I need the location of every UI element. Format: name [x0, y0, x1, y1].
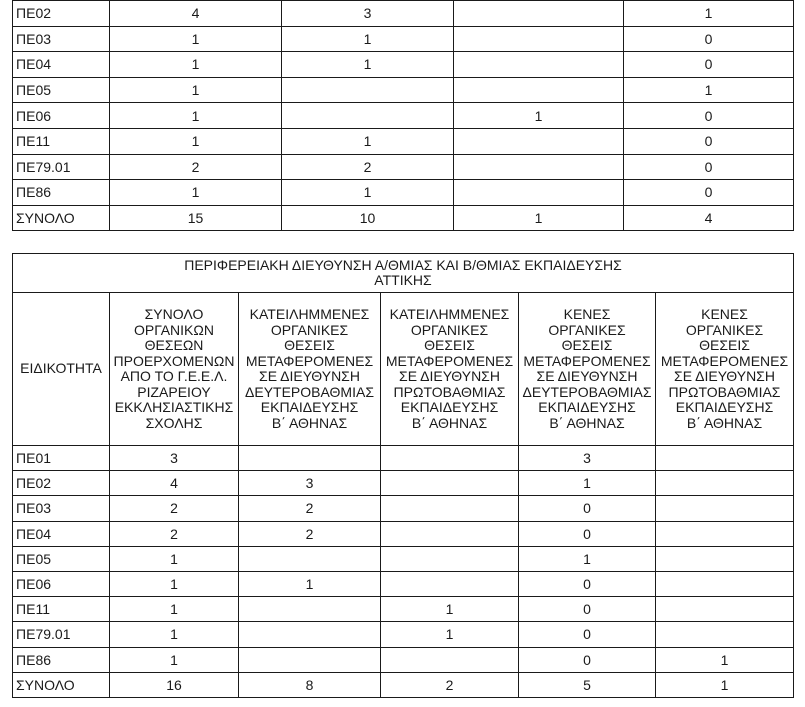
total-row — [13, 672, 794, 697]
value-cell — [381, 647, 519, 672]
header-row — [13, 293, 794, 446]
value-cell — [454, 52, 624, 78]
value-cell: 1 — [454, 103, 624, 129]
table-row — [13, 647, 794, 672]
value-cell: 1 — [110, 128, 282, 154]
column-header-specialty: ΕΙΔΙΚΟΤΗΤΑ — [13, 293, 110, 446]
value-cell — [381, 546, 519, 571]
value-cell: 8 — [239, 672, 381, 697]
value-cell — [282, 77, 454, 103]
value-cell: 0 — [519, 597, 656, 622]
value-cell: 2 — [282, 154, 454, 180]
value-cell — [239, 622, 381, 647]
table-row — [13, 26, 794, 52]
value-cell: 1 — [454, 205, 624, 231]
table-row — [13, 521, 794, 546]
value-cell: 1 — [656, 672, 794, 697]
value-cell: 1 — [110, 546, 239, 571]
value-cell: 3 — [239, 471, 381, 496]
table-row — [13, 597, 794, 622]
value-cell: 0 — [519, 622, 656, 647]
value-cell: 0 — [519, 496, 656, 521]
value-cell — [656, 546, 794, 571]
value-cell: 5 — [519, 672, 656, 697]
table-2 — [12, 253, 794, 698]
value-cell — [381, 471, 519, 496]
value-cell: 1 — [110, 622, 239, 647]
value-cell: 1 — [624, 77, 794, 103]
value-cell: 15 — [110, 205, 282, 231]
specialty-cell: ΠΕ04 — [13, 52, 110, 78]
value-cell: 1 — [282, 180, 454, 206]
value-cell — [656, 446, 794, 471]
value-cell: 1 — [110, 647, 239, 672]
value-cell: 1 — [110, 103, 282, 129]
table-row — [13, 546, 794, 571]
value-cell: 2 — [110, 521, 239, 546]
value-cell: 1 — [110, 180, 282, 206]
specialty-cell: ΠΕ05 — [13, 546, 110, 571]
specialty-cell: ΠΕ03 — [13, 496, 110, 521]
value-cell — [381, 496, 519, 521]
value-cell — [454, 180, 624, 206]
value-cell — [454, 1, 624, 27]
value-cell: 16 — [110, 672, 239, 697]
table-row — [13, 571, 794, 596]
value-cell: 1 — [381, 597, 519, 622]
table-1 — [12, 0, 794, 231]
table-row — [13, 1, 794, 27]
value-cell: 0 — [624, 26, 794, 52]
value-cell: 2 — [110, 154, 282, 180]
value-cell — [656, 571, 794, 596]
value-cell: 0 — [519, 521, 656, 546]
value-cell: 4 — [624, 205, 794, 231]
table-row — [13, 52, 794, 78]
value-cell — [454, 26, 624, 52]
value-cell: 1 — [282, 26, 454, 52]
value-cell: 1 — [110, 77, 282, 103]
value-cell: 0 — [624, 128, 794, 154]
value-cell: 1 — [381, 622, 519, 647]
specialty-cell: ΠΕ06 — [13, 571, 110, 596]
value-cell: 1 — [519, 471, 656, 496]
value-cell — [656, 496, 794, 521]
value-cell — [282, 103, 454, 129]
specialty-cell: ΠΕ86 — [13, 647, 110, 672]
specialty-cell: ΠΕ06 — [13, 103, 110, 129]
value-cell — [656, 597, 794, 622]
value-cell: 1 — [239, 571, 381, 596]
total-label: ΣΥΝΟΛΟ — [13, 672, 110, 697]
specialty-cell: ΠΕ05 — [13, 77, 110, 103]
value-cell: 4 — [110, 1, 282, 27]
value-cell: 2 — [239, 521, 381, 546]
value-cell: 4 — [110, 471, 239, 496]
value-cell: 0 — [624, 52, 794, 78]
table-row — [13, 103, 794, 129]
value-cell — [454, 77, 624, 103]
value-cell: 1 — [110, 571, 239, 596]
value-cell: 1 — [282, 128, 454, 154]
table-title: ΠΕΡΙΦΕΡΕΙΑΚΗ ΔΙΕΥΘΥΝΣΗ Α/ΘΜΙΑΣ ΚΑΙ Β/ΘΜΙΑΣ ΕΚΠΑΙΔΕΥΣΗΣ ΑΤΤΙΚΗΣ — [13, 254, 794, 293]
value-cell: 3 — [110, 446, 239, 471]
total-label: ΣΥΝΟΛΟ — [13, 205, 110, 231]
value-cell: 1 — [282, 52, 454, 78]
value-cell — [454, 154, 624, 180]
value-cell — [656, 622, 794, 647]
value-cell: 2 — [381, 672, 519, 697]
table-row — [13, 446, 794, 471]
table-row — [13, 77, 794, 103]
value-cell — [381, 521, 519, 546]
value-cell — [656, 521, 794, 546]
value-cell: 1 — [110, 597, 239, 622]
value-cell: 2 — [239, 496, 381, 521]
value-cell: 3 — [519, 446, 656, 471]
table-row — [13, 180, 794, 206]
specialty-cell: ΠΕ04 — [13, 521, 110, 546]
table-row — [13, 471, 794, 496]
column-header-vacant-secondary: ΚΕΝΕΣ ΟΡΓΑΝΙΚΕΣ ΘΕΣΕΙΣ ΜΕΤΑΦΕΡΟΜΕΝΕΣ ΣΕ ΔΙΕΥΘΥΝΣΗ ΔΕΥΤΕΡΟΒΑΘΜΙΑΣ ΕΚΠΑΙΔΕΥΣΗΣ Β΄ ΑΘΗΝΑΣ — [519, 293, 656, 446]
value-cell — [239, 647, 381, 672]
value-cell: 1 — [656, 647, 794, 672]
value-cell — [381, 446, 519, 471]
value-cell — [239, 446, 381, 471]
value-cell — [239, 546, 381, 571]
value-cell: 0 — [624, 180, 794, 206]
table-row — [13, 128, 794, 154]
value-cell: 1 — [110, 26, 282, 52]
column-header-vacant-primary: ΚΕΝΕΣ ΟΡΓΑΝΙΚΕΣ ΘΕΣΕΙΣ ΜΕΤΑΦΕΡΟΜΕΝΕΣ ΣΕ ΔΙΕΥΘΥΝΣΗ ΠΡΩΤΟΒΑΘΜΙΑΣ ΕΚΠΑΙΔΕΥΣΗΣ Β΄ ΑΘΗΝΑΣ — [656, 293, 794, 446]
specialty-cell: ΠΕ86 — [13, 180, 110, 206]
column-header-occupied-primary: ΚΑΤΕΙΛΗΜΜΕΝΕΣ ΟΡΓΑΝΙΚΕΣ ΘΕΣΕΙΣ ΜΕΤΑΦΕΡΟΜΕΝΕΣ ΣΕ ΔΙΕΥΘΥΝΣΗ ΠΡΩΤΟΒΑΘΜΙΑΣ ΕΚΠΑΙΔΕΥΣΗΣ Β΄ ΑΘΗΝΑΣ — [381, 293, 519, 446]
specialty-cell: ΠΕ11 — [13, 597, 110, 622]
specialty-cell: ΠΕ02 — [13, 1, 110, 27]
specialty-cell: ΠΕ02 — [13, 471, 110, 496]
specialty-cell: ΠΕ01 — [13, 446, 110, 471]
value-cell: 0 — [519, 647, 656, 672]
value-cell: 3 — [282, 1, 454, 27]
value-cell: 1 — [624, 1, 794, 27]
total-row — [13, 205, 794, 231]
value-cell: 2 — [110, 496, 239, 521]
column-header-total: ΣΥΝΟΛΟ ΟΡΓΑΝΙΚΩΝ ΘΕΣΕΩΝ ΠΡΟΕΡΧΟΜΕΝΩΝ ΑΠΟ ΤΟ Γ.Ε.Ε.Λ. ΡΙΖΑΡΕΙΟΥ ΕΚΚΛΗΣΙΑΣΤΙΚΗΣ ΣΧΟΛΗΣ — [110, 293, 239, 446]
table-row — [13, 622, 794, 647]
value-cell: 1 — [519, 546, 656, 571]
column-header-occupied-secondary: ΚΑΤΕΙΛΗΜΜΕΝΕΣ ΟΡΓΑΝΙΚΕΣ ΘΕΣΕΙΣ ΜΕΤΑΦΕΡΟΜΕΝΕΣ ΣΕ ΔΙΕΥΘΥΝΣΗ ΔΕΥΤΕΡΟΒΑΘΜΙΑΣ ΕΚΠΑΙΔΕΥΣΗΣ Β΄ ΑΘΗΝΑΣ — [239, 293, 381, 446]
table-title-row — [13, 254, 794, 293]
value-cell: 0 — [624, 154, 794, 180]
specialty-cell: ΠΕ11 — [13, 128, 110, 154]
value-cell — [239, 597, 381, 622]
value-cell: 0 — [519, 571, 656, 596]
value-cell: 10 — [282, 205, 454, 231]
value-cell: 0 — [624, 103, 794, 129]
table-row — [13, 496, 794, 521]
value-cell — [381, 571, 519, 596]
table-row — [13, 154, 794, 180]
value-cell: 1 — [110, 52, 282, 78]
specialty-cell: ΠΕ79.01 — [13, 622, 110, 647]
specialty-cell: ΠΕ79.01 — [13, 154, 110, 180]
value-cell — [656, 471, 794, 496]
value-cell — [454, 128, 624, 154]
specialty-cell: ΠΕ03 — [13, 26, 110, 52]
